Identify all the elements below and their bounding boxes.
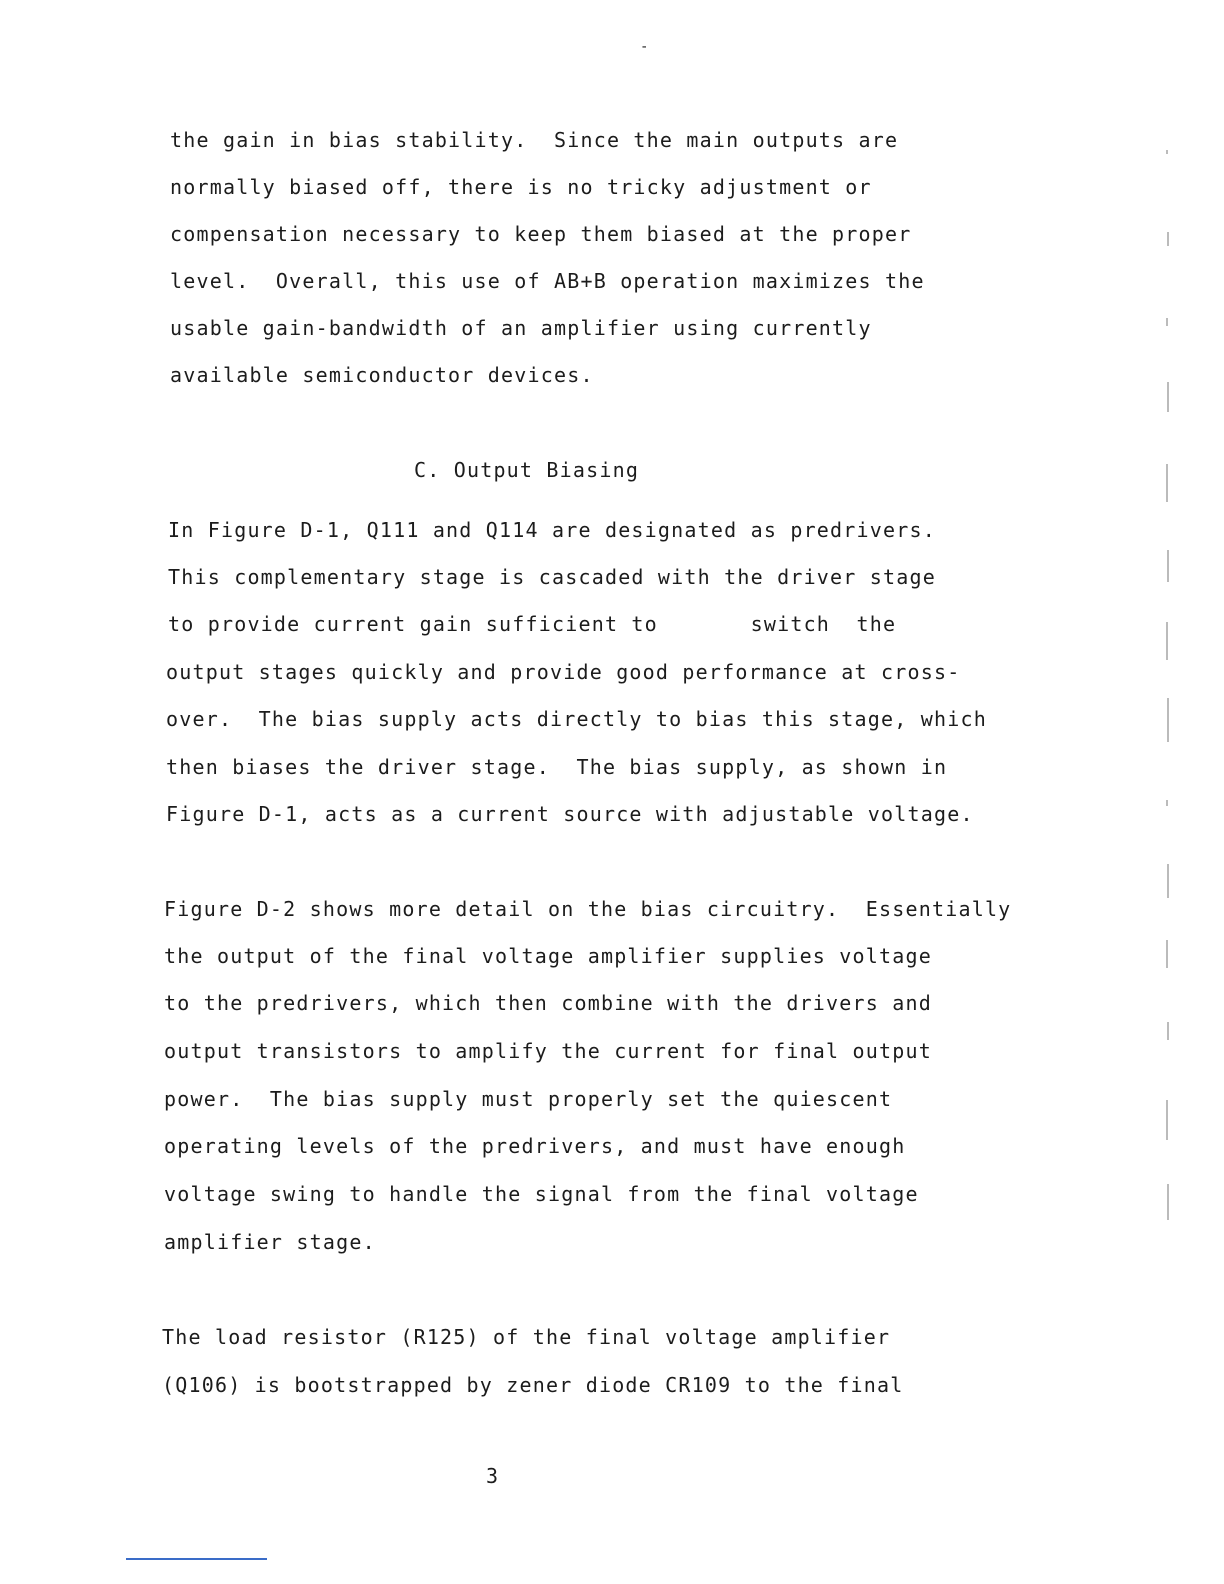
text-line: Figure D-1, acts as a current source with adjustable voltage. [166, 802, 974, 826]
text-line: operating levels of the predrivers, and must have enough [164, 1134, 906, 1158]
text-line: level. Overall, this use of AB+B operation maximizes the [170, 269, 925, 293]
text-line: Figure D-2 shows more detail on the bias circuitry. Essentially [164, 897, 1012, 921]
text-line: to provide current gain sufficient to switch the [168, 612, 897, 636]
text-line: to the predrivers, which then combine with the drivers and [164, 991, 932, 1015]
text-line: In Figure D-1, Q111 and Q114 are designated as predrivers. [168, 518, 936, 542]
text-line: compensation necessary to keep them biased at the proper [170, 222, 912, 246]
text-line: amplifier stage. [164, 1230, 376, 1254]
section-heading: C. Output Biasing [414, 458, 640, 482]
text-line: output transistors to amplify the current for final output [164, 1039, 932, 1063]
text-line: The load resistor (R125) of the final voltage amplifier [162, 1325, 891, 1349]
text-line: normally biased off, there is no tricky adjustment or [170, 175, 872, 199]
text-line: the output of the final voltage amplifier supplies voltage [164, 944, 932, 968]
text-line: then biases the driver stage. The bias supply, as shown in [166, 755, 948, 779]
top-scan-mark: - [640, 39, 649, 55]
footnote-rule [126, 1558, 267, 1560]
text-line: available semiconductor devices. [170, 363, 594, 387]
margin-marks-graphic [1158, 150, 1178, 1250]
text-line: This complementary stage is cascaded with the driver stage [168, 565, 936, 589]
text-line: output stages quickly and provide good performance at cross- [166, 660, 961, 684]
page-number: 3 [486, 1464, 499, 1488]
text-line: (Q106) is bootstrapped by zener diode CR109 to the final [162, 1373, 904, 1397]
text-line: the gain in bias stability. Since the main outputs are [170, 128, 899, 152]
text-line: usable gain-bandwidth of an amplifier using currently [170, 316, 872, 340]
text-line: power. The bias supply must properly set the quiescent [164, 1087, 893, 1111]
text-line: voltage swing to handle the signal from the final voltage [164, 1182, 919, 1206]
text-line: over. The bias supply acts directly to bias this stage, which [166, 707, 987, 731]
